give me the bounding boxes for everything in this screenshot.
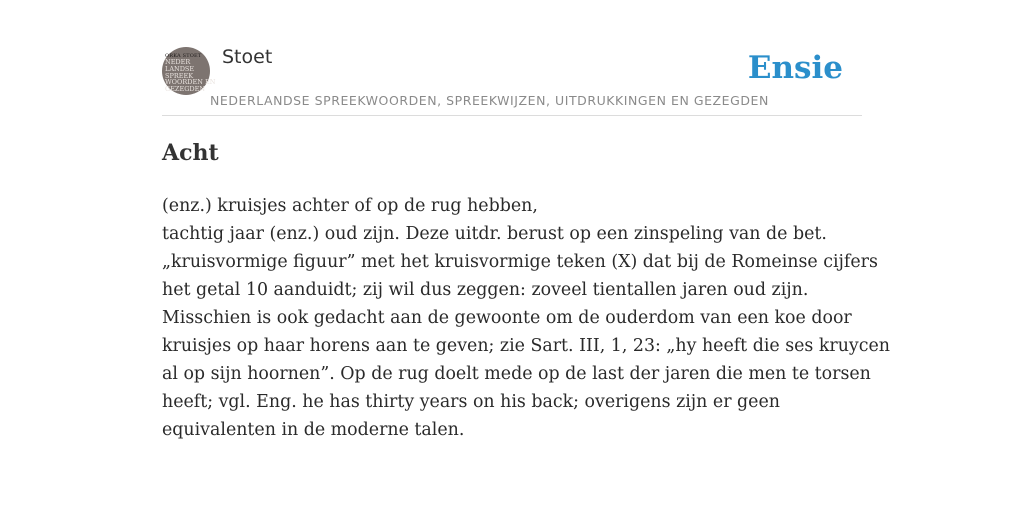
entry-line: het getal 10 aanduidt; zij wil dus zeggen: zoveel tientallen jaren oud zijn. bbox=[162, 280, 809, 300]
entry-line: (enz.) kruisjes achter of op de rug hebben, bbox=[162, 196, 538, 216]
avatar-line: GEZEGDEN bbox=[165, 85, 206, 94]
author-avatar[interactable] bbox=[162, 47, 216, 95]
source-subtitle: NEDERLANDSE SPREEKWOORDEN, SPREEKWIJZEN, UITDRUKKINGEN EN GEZEGDEN bbox=[210, 93, 769, 108]
author-name[interactable]: Stoet bbox=[222, 46, 273, 68]
entry-line: tachtig jaar (enz.) oud zijn. Deze uitdr. berust op een zinspeling van de bet. bbox=[162, 224, 827, 244]
avatar-cover-text bbox=[165, 59, 215, 93]
entry-line: „kruisvormige figuur” met het kruisvormige teken (X) dat bij de Romeinse cijfers bbox=[162, 252, 878, 272]
entry-line: heeft; vgl. Eng. he has thirty years on his back; overigens zijn er geen bbox=[162, 392, 780, 412]
entry-title: Acht bbox=[162, 140, 219, 166]
entry-line: Misschien is ook gedacht aan de gewoonte om de ouderdom van een koe door bbox=[162, 308, 852, 328]
avatar-line: LANDSE bbox=[165, 64, 195, 73]
avatar-line: WOORDEN EN bbox=[165, 78, 216, 87]
avatar-line: NEDER bbox=[165, 58, 191, 66]
entry-line: equivalenten in de moderne talen. bbox=[162, 420, 465, 440]
entry-line: kruisjes op haar horens aan te geven; zie Sart. III, 1, 23: „hy heeft die ses kruycen bbox=[162, 336, 890, 356]
brand-logo[interactable]: Ensie bbox=[747, 50, 843, 86]
entry-body bbox=[162, 192, 890, 444]
site-header bbox=[162, 46, 862, 116]
entry-line: al op sijn hoornen”. Op de rug doelt mede op de last der jaren die men te torsen bbox=[162, 364, 871, 384]
avatar-line: SPREEK bbox=[165, 71, 194, 80]
avatar-top-text: ORKA STOET bbox=[165, 53, 202, 59]
